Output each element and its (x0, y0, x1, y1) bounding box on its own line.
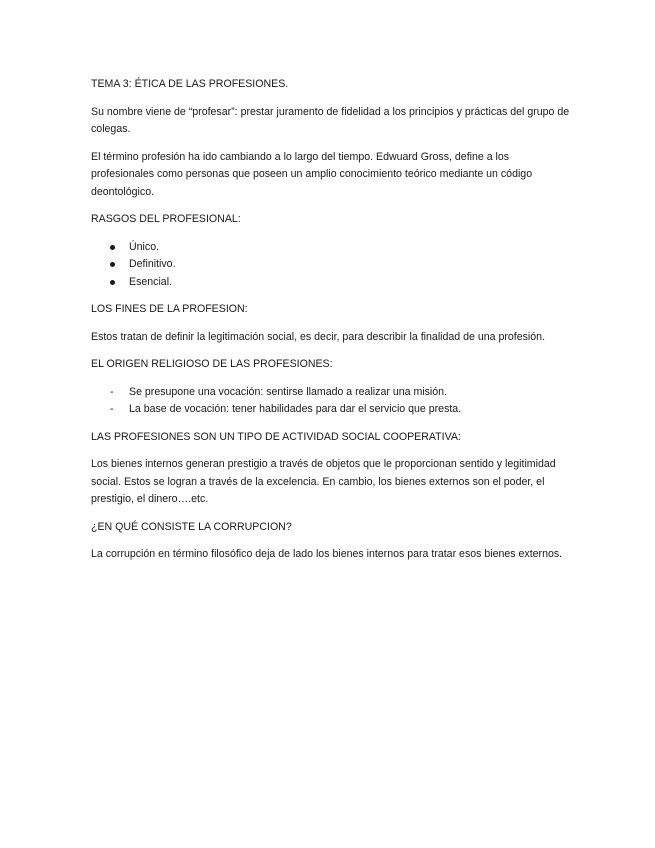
list-item (91, 401, 571, 419)
dash-marker: - (110, 403, 114, 415)
list-item-text: Único. (129, 240, 160, 253)
document-title: TEMA 3: ÉTICA DE LAS PROFESIONES. (91, 78, 289, 90)
heading-origen: EL ORIGEN RELIGIOSO DE LAS PROFESIONES: (91, 358, 333, 370)
paragraph-profesar: Su nombre viene de “profesar”: prestar juramento de fidelidad a los principios y prácticas del grupo de colegas. (91, 105, 570, 135)
heading-corrupcion: ¿EN QUÉ CONSISTE LA CORRUPCION? (91, 520, 292, 533)
bullet-icon (110, 280, 115, 285)
document-body (91, 76, 571, 574)
list-item-text: Esencial. (129, 275, 172, 288)
list-item (91, 256, 571, 274)
origen-list (91, 384, 571, 419)
rasgos-list (91, 239, 571, 292)
list-item (91, 274, 571, 292)
bullet-icon (110, 245, 115, 250)
list-item-text: Definitivo. (129, 258, 176, 270)
paragraph-fines: Estos tratan de definir la legitimación social, es decir, para describir la finalidad de una profesión. (91, 330, 546, 343)
list-item-text: La base de vocación: tener habilidades para dar el servicio que presta. (129, 403, 462, 415)
list-item (91, 239, 571, 257)
paragraph-corrupcion: La corrupción en término filosófico deja de lado los bienes internos para tratar esos bienes externos. (91, 548, 563, 560)
dash-marker: - (110, 385, 114, 398)
list-item-text: Se presupone una vocación: sentirse llamado a realizar una misión. (129, 385, 447, 398)
heading-rasgos: RASGOS DEL PROFESIONAL: (91, 213, 241, 225)
heading-actividad: LAS PROFESIONES SON UN TIPO DE ACTIVIDAD SOCIAL COOPERATIVA: (91, 430, 461, 443)
list-item (91, 384, 571, 402)
paragraph-actividad: Los bienes internos generan prestigio a través de objetos que le proporcionan sentido y legitimidad social. Estos se logran a través de la excelencia. En cambio, los bienes externos son el poder, el prestigio, el dinero….etc. (91, 458, 556, 505)
bullet-icon (110, 262, 115, 267)
paragraph-profesion: El término profesión ha ido cambiando a lo largo del tiempo. Edwuard Gross, define a los profesionales como personas que poseen un amplio conocimiento teórico mediante un código deontológico. (91, 150, 533, 198)
heading-fines: LOS FINES DE LA PROFESION: (91, 303, 248, 315)
